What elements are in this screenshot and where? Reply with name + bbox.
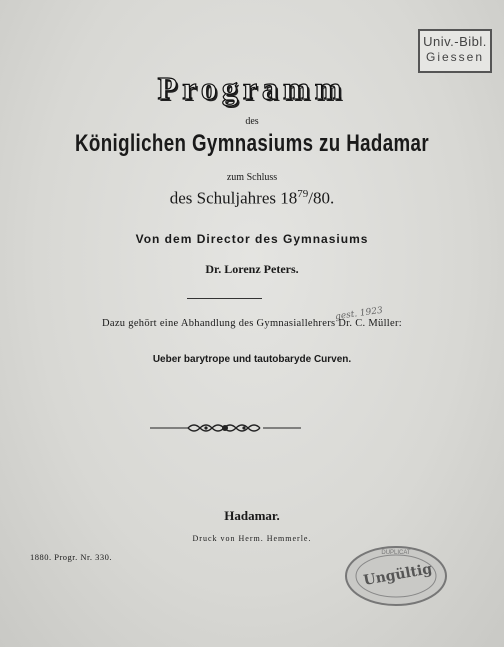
ornament-divider-icon: [148, 418, 303, 438]
pencil-annotation: gest. 1923: [334, 305, 384, 323]
place-of-printing: Hadamar.: [224, 508, 280, 523]
des-line: des: [245, 116, 259, 127]
year-suffix: /80.: [308, 188, 335, 208]
year-prefix: des Schuljahres 18: [169, 188, 298, 208]
oval-stamp-center: Ungültig: [362, 561, 434, 589]
library-stamp-line2: Giessen: [425, 50, 485, 64]
year-superscript: 79: [297, 188, 309, 200]
oval-stamp-top: DUPLICAT: [381, 550, 411, 556]
school-year: [0, 188, 504, 209]
annex-line: Dazu gehört eine Abhandlung des Gymnasiallehrers Dr. C. Müller:: [102, 318, 402, 329]
treatise-subject: Ueber barytrope und tautobaryde Curven.: [152, 354, 352, 365]
director-line: Von dem Director des Gymnasiums: [135, 232, 369, 246]
author-name: Dr. Lorenz Peters.: [205, 262, 299, 276]
school-name: Königlichen Gymnasiums zu Hadamar: [74, 130, 430, 157]
page-title: Programm: [157, 70, 347, 106]
program-number: 1880. Progr. Nr. 330.: [30, 552, 113, 562]
library-stamp-line1: Univ.-Bibl.: [423, 34, 487, 49]
invalid-stamp-icon: [344, 545, 448, 607]
divider-rule: [187, 298, 262, 299]
library-stamp: [418, 29, 492, 73]
printer-line: Druck von Herm. Hemmerle.: [192, 534, 312, 543]
zum-schluss-line: zum Schluss: [226, 172, 278, 183]
